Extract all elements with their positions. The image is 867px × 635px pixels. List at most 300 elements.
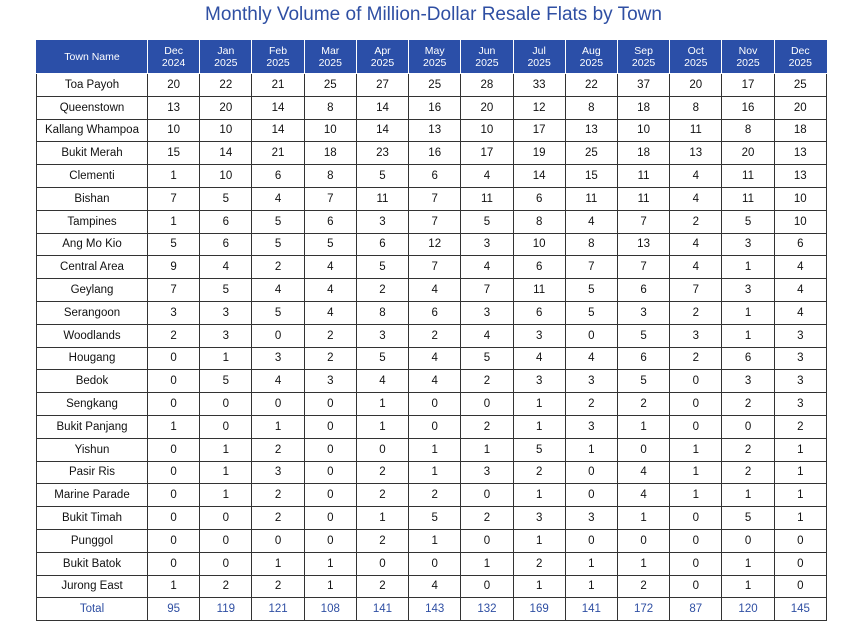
value-cell: 1: [513, 575, 565, 598]
value-cell: 14: [200, 142, 252, 165]
value-cell: 5: [356, 165, 408, 188]
header-month: [513, 41, 565, 74]
value-cell: 14: [356, 119, 408, 142]
value-cell: 0: [148, 347, 200, 370]
value-cell: 1: [513, 415, 565, 438]
value-cell: 20: [774, 96, 826, 119]
value-cell: 16: [409, 142, 461, 165]
value-cell: 1: [670, 461, 722, 484]
town-name-cell: Bukit Batok: [37, 552, 148, 575]
value-cell: 4: [774, 301, 826, 324]
value-cell: 1: [461, 552, 513, 575]
value-cell: 7: [461, 279, 513, 302]
value-cell: 19: [513, 142, 565, 165]
value-cell: 1: [722, 552, 774, 575]
value-cell: 3: [200, 301, 252, 324]
value-cell: 1: [722, 484, 774, 507]
value-cell: 1: [148, 210, 200, 233]
value-cell: 2: [513, 552, 565, 575]
value-cell: 8: [565, 233, 617, 256]
value-cell: 5: [617, 324, 669, 347]
value-cell: 28: [461, 74, 513, 97]
table-row: [37, 233, 827, 256]
total-value-cell: 169: [513, 598, 565, 621]
value-cell: 14: [513, 165, 565, 188]
town-name-cell: Clementi: [37, 165, 148, 188]
value-cell: 1: [722, 256, 774, 279]
value-cell: 25: [774, 74, 826, 97]
value-cell: 4: [461, 256, 513, 279]
header-row: [37, 41, 827, 74]
value-cell: 2: [356, 279, 408, 302]
value-cell: 3: [722, 233, 774, 256]
value-cell: 11: [722, 187, 774, 210]
town-name-cell: Marine Parade: [37, 484, 148, 507]
value-cell: 5: [513, 438, 565, 461]
value-cell: 2: [252, 575, 304, 598]
value-cell: 8: [565, 96, 617, 119]
header-month: [722, 41, 774, 74]
value-cell: 2: [670, 301, 722, 324]
value-cell: 4: [252, 187, 304, 210]
value-cell: 0: [148, 507, 200, 530]
value-cell: 1: [774, 484, 826, 507]
value-cell: 16: [722, 96, 774, 119]
table-row: [37, 210, 827, 233]
table-row: [37, 74, 827, 97]
value-cell: 2: [252, 507, 304, 530]
value-cell: 1: [722, 575, 774, 598]
value-cell: 10: [617, 119, 669, 142]
value-cell: 13: [774, 142, 826, 165]
value-cell: 18: [304, 142, 356, 165]
value-cell: 4: [304, 256, 356, 279]
value-cell: 3: [356, 324, 408, 347]
value-cell: 1: [200, 438, 252, 461]
value-cell: 5: [252, 233, 304, 256]
value-cell: 8: [513, 210, 565, 233]
value-cell: 23: [356, 142, 408, 165]
header-month-label: Oct: [687, 45, 704, 57]
value-cell: 33: [513, 74, 565, 97]
value-cell: 4: [409, 347, 461, 370]
header-month: [148, 41, 200, 74]
value-cell: 21: [252, 74, 304, 97]
town-name-cell: Yishun: [37, 438, 148, 461]
value-cell: 1: [670, 484, 722, 507]
value-cell: 1: [409, 461, 461, 484]
header-month-label: Jul: [532, 45, 546, 57]
town-name-cell: Bukit Timah: [37, 507, 148, 530]
value-cell: 0: [252, 324, 304, 347]
table-row: [37, 461, 827, 484]
value-cell: 0: [670, 552, 722, 575]
header-year-label: 2025: [266, 57, 290, 69]
value-cell: 5: [461, 210, 513, 233]
header-month-label: Sep: [634, 45, 653, 57]
value-cell: 0: [148, 370, 200, 393]
value-cell: 2: [252, 484, 304, 507]
value-cell: 5: [722, 507, 774, 530]
value-cell: 2: [513, 461, 565, 484]
header-month: [617, 41, 669, 74]
table-row: [37, 575, 827, 598]
value-cell: 1: [252, 552, 304, 575]
total-value-cell: 141: [565, 598, 617, 621]
value-cell: 5: [409, 507, 461, 530]
value-cell: 0: [148, 484, 200, 507]
value-cell: 1: [617, 415, 669, 438]
town-name-cell: Punggol: [37, 529, 148, 552]
value-cell: 4: [252, 370, 304, 393]
value-cell: 11: [513, 279, 565, 302]
value-cell: 3: [617, 301, 669, 324]
town-name-cell: Sengkang: [37, 393, 148, 416]
value-cell: 1: [148, 415, 200, 438]
value-cell: 0: [304, 415, 356, 438]
town-name-cell: Serangoon: [37, 301, 148, 324]
town-name-cell: Queenstown: [37, 96, 148, 119]
value-cell: 22: [565, 74, 617, 97]
value-cell: 6: [513, 301, 565, 324]
value-cell: 37: [617, 74, 669, 97]
value-cell: 6: [722, 347, 774, 370]
header-year-label: 2025: [475, 57, 499, 69]
value-cell: 4: [565, 347, 617, 370]
value-cell: 5: [200, 370, 252, 393]
value-cell: 1: [148, 165, 200, 188]
value-cell: 25: [409, 74, 461, 97]
value-cell: 4: [670, 233, 722, 256]
header-month: [356, 41, 408, 74]
value-cell: 4: [670, 256, 722, 279]
value-cell: 1: [670, 438, 722, 461]
value-cell: 2: [252, 438, 304, 461]
value-cell: 7: [617, 256, 669, 279]
value-cell: 0: [774, 575, 826, 598]
total-value-cell: 120: [722, 598, 774, 621]
total-value-cell: 95: [148, 598, 200, 621]
header-month: [200, 41, 252, 74]
value-cell: 9: [148, 256, 200, 279]
total-value-cell: 132: [461, 598, 513, 621]
value-cell: 1: [304, 575, 356, 598]
value-cell: 13: [409, 119, 461, 142]
value-cell: 11: [617, 187, 669, 210]
value-cell: 3: [461, 461, 513, 484]
value-cell: 3: [774, 324, 826, 347]
town-name-cell: Woodlands: [37, 324, 148, 347]
value-cell: 5: [252, 301, 304, 324]
value-cell: 0: [461, 484, 513, 507]
value-cell: 8: [304, 96, 356, 119]
value-cell: 0: [200, 529, 252, 552]
value-cell: 0: [304, 438, 356, 461]
value-cell: 2: [356, 575, 408, 598]
value-cell: 7: [409, 187, 461, 210]
header-year-label: 2025: [579, 57, 604, 69]
value-cell: 0: [304, 484, 356, 507]
value-cell: 1: [774, 438, 826, 461]
value-cell: 0: [409, 393, 461, 416]
header-month-label: May: [424, 45, 445, 57]
table-row: [37, 393, 827, 416]
value-cell: 5: [565, 279, 617, 302]
value-cell: 3: [461, 301, 513, 324]
header-year-label: 2025: [684, 57, 708, 69]
header-month: [565, 41, 617, 74]
value-cell: 1: [617, 507, 669, 530]
value-cell: 4: [409, 370, 461, 393]
value-cell: 2: [252, 256, 304, 279]
value-cell: 3: [774, 370, 826, 393]
value-cell: 0: [670, 507, 722, 530]
value-cell: 0: [722, 415, 774, 438]
value-cell: 2: [670, 210, 722, 233]
value-cell: 14: [252, 96, 304, 119]
value-cell: 4: [409, 279, 461, 302]
header-month-label: Dec: [164, 45, 183, 57]
value-cell: 1: [409, 529, 461, 552]
value-cell: 1: [252, 415, 304, 438]
total-value-cell: 87: [670, 598, 722, 621]
value-cell: 4: [304, 301, 356, 324]
value-cell: 0: [565, 484, 617, 507]
value-cell: 0: [461, 393, 513, 416]
town-name-cell: Bukit Panjang: [37, 415, 148, 438]
value-cell: 4: [252, 279, 304, 302]
town-name-cell: Hougang: [37, 347, 148, 370]
value-cell: 3: [304, 370, 356, 393]
total-value-cell: 172: [617, 598, 669, 621]
value-cell: 6: [513, 256, 565, 279]
value-cell: 1: [565, 552, 617, 575]
value-cell: 11: [565, 187, 617, 210]
value-cell: 1: [774, 507, 826, 530]
value-cell: 6: [304, 210, 356, 233]
header-month-label: Jun: [478, 45, 496, 57]
value-cell: 2: [722, 438, 774, 461]
value-cell: 4: [774, 279, 826, 302]
value-cell: 21: [252, 142, 304, 165]
header-month-label: Apr: [374, 45, 391, 57]
table-row: [37, 142, 827, 165]
value-cell: 0: [304, 507, 356, 530]
value-cell: 20: [200, 96, 252, 119]
value-cell: 5: [200, 279, 252, 302]
value-cell: 4: [304, 279, 356, 302]
value-cell: 10: [774, 210, 826, 233]
value-cell: 1: [304, 552, 356, 575]
total-value-cell: 119: [200, 598, 252, 621]
value-cell: 7: [409, 210, 461, 233]
total-row: [37, 598, 827, 621]
header-year-label: 2025: [318, 57, 342, 69]
header-month: [670, 41, 722, 74]
value-cell: 3: [722, 370, 774, 393]
value-cell: 11: [670, 119, 722, 142]
value-cell: 7: [565, 256, 617, 279]
value-cell: 12: [513, 96, 565, 119]
value-cell: 5: [617, 370, 669, 393]
value-cell: 3: [252, 347, 304, 370]
value-cell: 1: [148, 575, 200, 598]
value-cell: 10: [461, 119, 513, 142]
value-cell: 0: [409, 552, 461, 575]
value-cell: 10: [200, 165, 252, 188]
value-cell: 0: [148, 438, 200, 461]
value-cell: 5: [722, 210, 774, 233]
value-cell: 1: [722, 324, 774, 347]
value-cell: 1: [409, 438, 461, 461]
town-name-cell: Toa Payoh: [37, 74, 148, 97]
value-cell: 6: [617, 279, 669, 302]
value-cell: 18: [774, 119, 826, 142]
header-month: [252, 41, 304, 74]
value-cell: 7: [617, 210, 669, 233]
header-year-label: 2025: [370, 57, 395, 69]
value-cell: 5: [200, 187, 252, 210]
value-cell: 5: [356, 347, 408, 370]
value-cell: 0: [356, 552, 408, 575]
value-cell: 7: [148, 279, 200, 302]
value-cell: 0: [617, 529, 669, 552]
value-cell: 1: [617, 552, 669, 575]
value-cell: 2: [356, 461, 408, 484]
total-value-cell: 121: [252, 598, 304, 621]
header-month: [461, 41, 513, 74]
table-row: [37, 529, 827, 552]
value-cell: 4: [617, 461, 669, 484]
header-town-name: Town Name: [37, 41, 148, 74]
value-cell: 1: [565, 438, 617, 461]
value-cell: 2: [461, 415, 513, 438]
table-row: [37, 165, 827, 188]
value-cell: 4: [513, 347, 565, 370]
table-row: [37, 415, 827, 438]
value-cell: 1: [461, 438, 513, 461]
town-name-cell: Tampines: [37, 210, 148, 233]
value-cell: 0: [774, 529, 826, 552]
town-name-cell: Bukit Merah: [37, 142, 148, 165]
header-year-label: 2025: [736, 57, 760, 69]
value-cell: 13: [670, 142, 722, 165]
table-row: [37, 347, 827, 370]
value-cell: 11: [356, 187, 408, 210]
chart-title: Monthly Volume of Million-Dollar Resale Flats by Town: [205, 4, 662, 25]
value-cell: 27: [356, 74, 408, 97]
value-cell: 0: [148, 552, 200, 575]
header-month: [774, 41, 826, 74]
value-cell: 0: [148, 393, 200, 416]
value-cell: 16: [409, 96, 461, 119]
value-cell: 1: [513, 484, 565, 507]
value-cell: 20: [722, 142, 774, 165]
value-cell: 4: [461, 165, 513, 188]
value-cell: 0: [565, 324, 617, 347]
value-cell: 6: [409, 301, 461, 324]
value-cell: 2: [304, 347, 356, 370]
value-cell: 3: [200, 324, 252, 347]
value-cell: 25: [304, 74, 356, 97]
value-cell: 17: [513, 119, 565, 142]
value-cell: 1: [200, 461, 252, 484]
value-cell: 25: [565, 142, 617, 165]
town-name-cell: Geylang: [37, 279, 148, 302]
value-cell: 1: [200, 347, 252, 370]
value-cell: 3: [148, 301, 200, 324]
value-cell: 7: [304, 187, 356, 210]
value-cell: 1: [513, 393, 565, 416]
value-cell: 6: [617, 347, 669, 370]
value-cell: 2: [409, 324, 461, 347]
value-cell: 5: [356, 256, 408, 279]
value-cell: 2: [617, 393, 669, 416]
total-label-cell: Total: [37, 598, 148, 621]
value-cell: 0: [722, 529, 774, 552]
value-cell: 10: [774, 187, 826, 210]
header-year-label: 2025: [527, 57, 551, 69]
value-cell: 0: [252, 393, 304, 416]
value-cell: 0: [200, 415, 252, 438]
value-cell: 1: [722, 301, 774, 324]
table-row: [37, 552, 827, 575]
value-cell: 2: [148, 324, 200, 347]
value-cell: 0: [565, 461, 617, 484]
table-row: [37, 187, 827, 210]
value-cell: 0: [252, 529, 304, 552]
value-cell: 1: [356, 507, 408, 530]
value-cell: 6: [200, 210, 252, 233]
value-cell: 3: [513, 507, 565, 530]
header-month: [304, 41, 356, 74]
value-cell: 2: [461, 370, 513, 393]
value-cell: 6: [252, 165, 304, 188]
value-cell: 22: [200, 74, 252, 97]
value-cell: 14: [356, 96, 408, 119]
value-cell: 1: [774, 461, 826, 484]
value-cell: 2: [304, 324, 356, 347]
value-cell: 6: [356, 233, 408, 256]
value-cell: 4: [461, 324, 513, 347]
value-cell: 0: [670, 529, 722, 552]
value-cell: 0: [670, 575, 722, 598]
value-cell: 0: [148, 529, 200, 552]
value-cell: 10: [148, 119, 200, 142]
value-cell: 15: [565, 165, 617, 188]
town-name-cell: Central Area: [37, 256, 148, 279]
value-cell: 2: [722, 393, 774, 416]
value-cell: 0: [565, 529, 617, 552]
table-body: [37, 74, 827, 621]
value-cell: 2: [774, 415, 826, 438]
table-row: [37, 438, 827, 461]
value-cell: 11: [461, 187, 513, 210]
town-name-cell: Bedok: [37, 370, 148, 393]
value-cell: 0: [148, 461, 200, 484]
value-cell: 2: [356, 484, 408, 507]
value-cell: 0: [200, 552, 252, 575]
value-cell: 3: [722, 279, 774, 302]
header-year-label: 2025: [631, 57, 656, 69]
header-month-label: Dec: [790, 45, 810, 57]
town-name-cell: Jurong East: [37, 575, 148, 598]
value-cell: 3: [513, 370, 565, 393]
value-cell: 13: [617, 233, 669, 256]
value-cell: 5: [304, 233, 356, 256]
value-cell: 0: [774, 552, 826, 575]
value-cell: 3: [565, 415, 617, 438]
